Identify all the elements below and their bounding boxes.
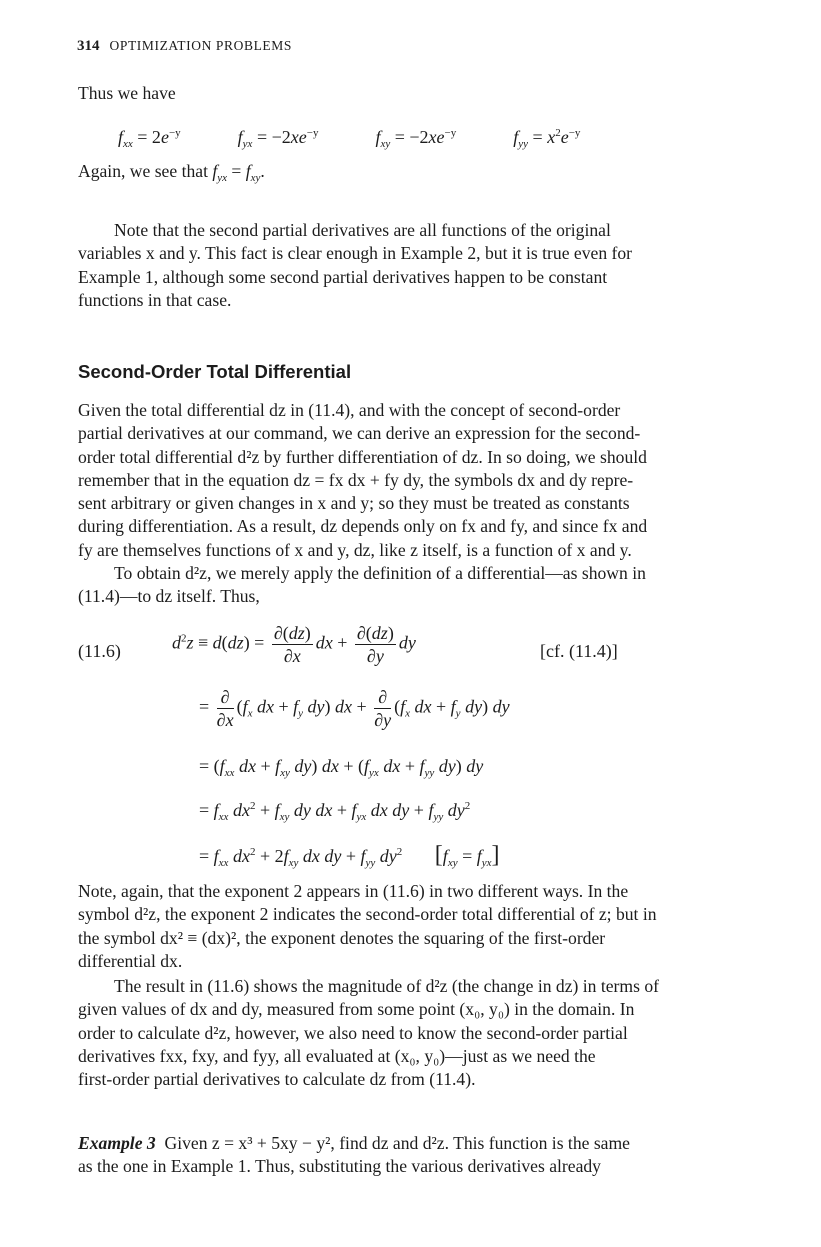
section-heading: Second-Order Total Differential bbox=[78, 361, 352, 382]
equation-line-1: $d^2z \equiv d(dz)$ = $\frac{\partial(dz)}{\partial x}$ dx + $\frac{\partial(dz)}{\partial y}$ dy bbox=[172, 623, 416, 666]
second-partials-equations: $f_{xx} = 2e^{-y}$ $f_{yx} = -2xe^{-y}$ $f_{xy} = -2xe^{-y}$ $f_{yy} = x^2e^{-y}$ bbox=[118, 127, 581, 150]
equation-line-4: = $f_{xx}$ $dx^2 + f_{xy}$ dy dx + $f_{yx}$ dx dy + $f_{yy}$ $dy^2$ bbox=[199, 800, 471, 823]
equation-line-2: = $\frac{\partial}{\partial x}$ ($f_x$ dx + $f_y$ dy) dx + $\frac{\partial}{\partial y}$ ($f_x$ dx + $f_y$ dy) dy bbox=[199, 687, 510, 730]
equation-line-3: = ($f_{xx}$ dx + $f_{xy}$ dy) dx + ($f_{yx}$ dx + $f_{yy}$ dy) dy bbox=[199, 756, 484, 779]
example-title: Example 3 bbox=[78, 1133, 156, 1153]
example-paragraph: Example 3 Given z = x³ + 5xy − y², find dz and d²z. This function is the same as the one in Example 1. Thus, substituting the various derivatives already bbox=[78, 1133, 630, 1177]
note-paragraph-2: Note, again, that the exponent 2 appears in (11.6) in two different ways. In the symbol d²z, the exponent 2 indicates the second-order total differential of z; but in the symbol dx² ≡ (dx)², the exponent denotes the squaring of the first-order differential dx. bbox=[78, 881, 657, 971]
result-paragraph: The result in (11.6) shows the magnitude of d²z (the change in dz) in terms of given values of dx and dy, measured from some point (x₀, y₀) in the domain. In order to calculate d²z, however, we also need to know the second-order partial derivatives fxx, fxy, and fyy, all evaluated at (x₀, y₀)—just as we need the first-order partial derivatives to calculate dz from (11.4). bbox=[78, 976, 659, 1090]
body-paragraph-2: To obtain d²z, we merely apply the definition of a differential—as shown in (11.4)—to dz itself. Thus, bbox=[78, 563, 646, 607]
equation-reference: [cf. (11.4)] bbox=[540, 641, 618, 661]
running-header bbox=[77, 38, 292, 55]
running-title: OPTIMIZATION PROBLEMS bbox=[109, 38, 292, 53]
again-line: Again, we see that $f_{yx} = f_{xy}$. bbox=[78, 161, 265, 184]
page-number: 314 bbox=[77, 38, 100, 54]
body-paragraph-1: Given the total differential dz in (11.4), and with the concept of second-order partial derivatives at our command, we can derive an expression for the second- order total differential d²z by further differentiation of dz. In so doing, we should remember that in the equation dz = fx dx + fy dy, the symbols dx and dy repre- sent arbitrary or given changes in x and y; so they must be treated as constants during differentiation. As a result, dz depends only on fx and fy, and since fx and fy are themselves functions of x and y, dz, like z itself, is a function of x and y. bbox=[78, 400, 648, 560]
equation-line-5: = $f_{xx}$ $dx^2 + 2f_{xy}$ dx dy + $f_{yy}$ $dy^2$ $[f_{xy} = f_{yx}]$ bbox=[199, 842, 500, 869]
note-paragraph-1: Note that the second partial derivatives are all functions of the original variables x and y. This fact is clear enough in Example 2, but it is true even for Example 1, although some second partial derivatives happen to be constant functions in that case. bbox=[78, 220, 633, 310]
equation-label: (11.6) bbox=[78, 641, 121, 661]
intro-line: Thus we have bbox=[78, 83, 176, 103]
